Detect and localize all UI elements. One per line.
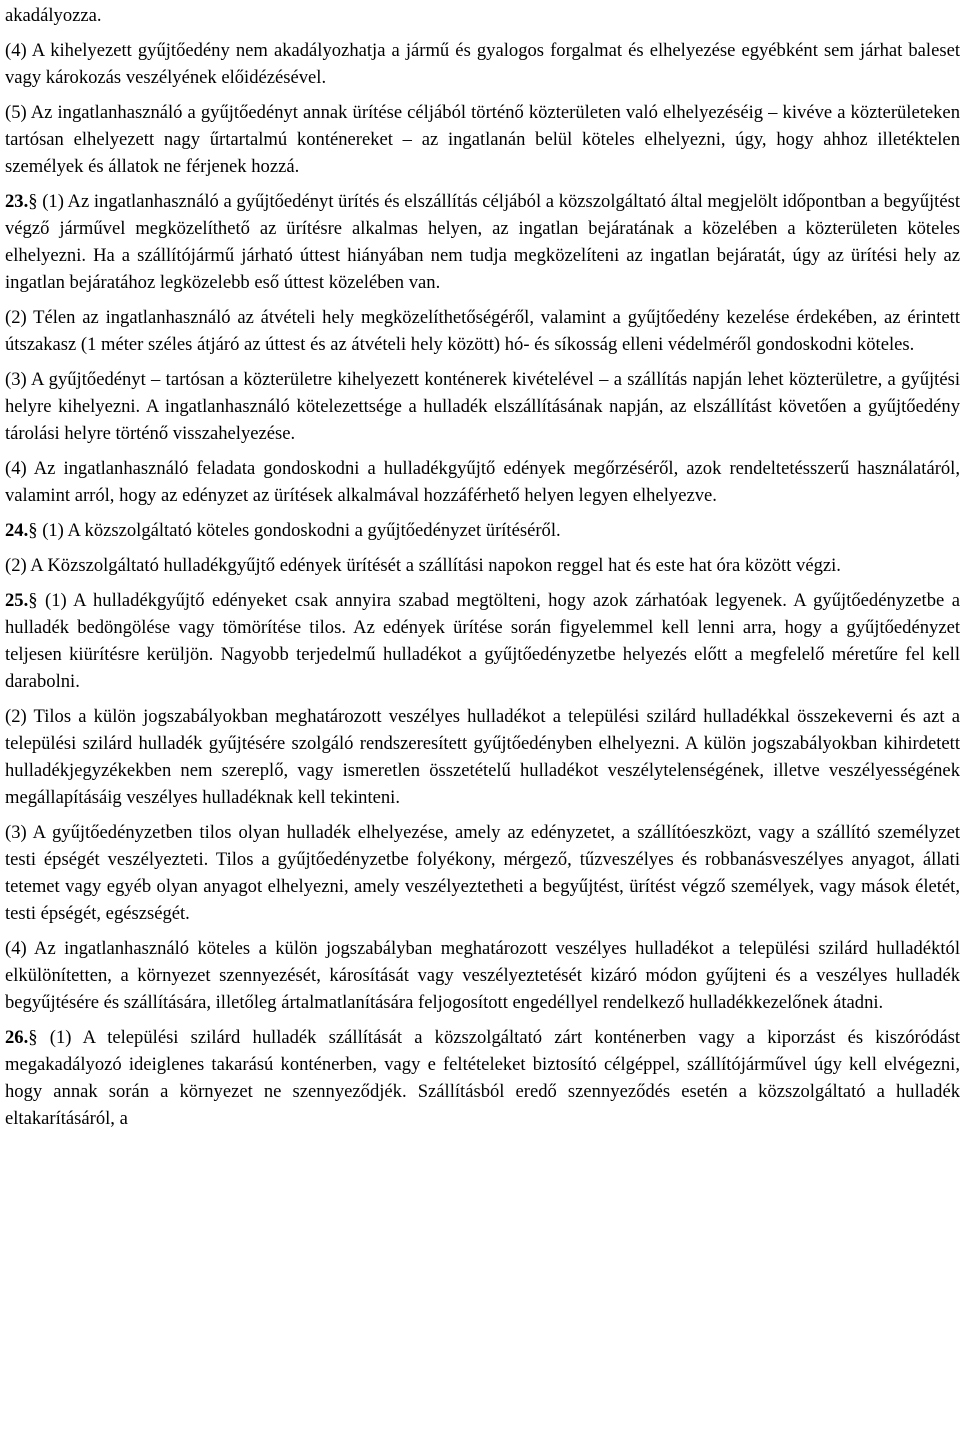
paragraph-text: (4) Az ingatlanhasználó feladata gondoskodni a hulladékgyűjtő edények megőrzéséről, azok rendeltetésszerű használatáról, valamint arról, hogy az edényzet az ürítések alkalmával hozzáférhető helyen legyen elhelyezve. xyxy=(5,458,960,506)
paragraph-text: § (1) Az ingatlanhasználó a gyűjtőedényt ürítés és elszállítás céljából a közszolgáltató által megjelölt időpontban a begyűjtést végző járművel megközelíthető az ürítésre alkalmas helyen, az ingatlan bejáratának a közelében a közterületen köteles elhelyezni. Ha a szállítójármű járható úttest hiányában nem tudja megközelíteni az ingatlan bejáratát, úgy az ürítési hely az ingatlan bejáratához legközelebb eső úttest közelében van. xyxy=(5,191,960,293)
paragraph xyxy=(5,552,960,579)
paragraph-text: (3) A gyűjtőedényzetben tilos olyan hulladék elhelyezése, amely az edényzetet, a szállítóeszközt, vagy a szállító személyzet testi épségét veszélyezteti. Tilos a gyűjtőedényzetbe folyékony, mérgező, tűzveszélyes és robbanásveszélyes anyagot, állati tetemet vagy egyéb olyan anyagot elhelyezni, amely veszélyeztetheti a begyűjtést, ürítést végző személyek, vagy mások életét, testi épségét, egészségét. xyxy=(5,822,960,924)
paragraph xyxy=(5,1024,960,1132)
paragraph xyxy=(5,587,960,695)
paragraph xyxy=(5,819,960,927)
section-number: 24. xyxy=(5,520,29,541)
section-number: 23. xyxy=(5,191,29,212)
paragraph xyxy=(5,37,960,91)
paragraph xyxy=(5,455,960,509)
paragraph-text: § (1) A hulladékgyűjtő edényeket csak annyira szabad megtölteni, hogy azok zárhatóak legyenek. A gyűjtőedényzetbe a hulladék bedöngölése vagy tömörítése tilos. Az edények ürítése során figyelemmel kell lenni arra, hogy a gyűjtőedényzet teljesen kiürítésre kerüljön. Nagyobb terjedelmű hulladékot a gyűjtőedényzetbe helyezés előtt a megfelelő méretűre fel kell darabolni. xyxy=(5,590,960,692)
paragraph-text: (2) Tilos a külön jogszabályokban meghatározott veszélyes hulladékot a települési szilárd hulladékkal összekeverni és azt a települési szilárd hulladék gyűjtésére szolgáló rendszeresített gyűjtőedényben elhelyezni. A külön jogszabályokban kihirdetett hulladékjegyzékekben nem szereplő, vagy ismeretlen összetételű hulladékot veszélytelenségének, illetve veszélyességének megállapításáig veszélyes hulladéknak kell tekinteni. xyxy=(5,706,960,808)
section-number: 25. xyxy=(5,590,29,611)
paragraph-text: (4) A kihelyezett gyűjtőedény nem akadályozhatja a jármű és gyalogos forgalmat és elhelyezése egyébként sem járhat baleset vagy károkozás veszélyének előidézésével. xyxy=(5,40,960,88)
section-number: 26. xyxy=(5,1027,29,1048)
paragraph-text: (2) A Közszolgáltató hulladékgyűjtő edények ürítését a szállítási napokon reggel hat és este hat óra között végzi. xyxy=(5,555,841,576)
paragraph xyxy=(5,2,960,29)
paragraph xyxy=(5,99,960,180)
paragraph xyxy=(5,935,960,1016)
paragraph xyxy=(5,517,960,544)
paragraph xyxy=(5,188,960,296)
paragraph xyxy=(5,703,960,811)
paragraph-text: (5) Az ingatlanhasználó a gyűjtőedényt annak ürítése céljából történő közterületen való elhelyezéséig – kivéve a közterületeken tartósan elhelyezett nagy űrtartalmú konténereket – az ingatlanán belül köteles elhelyezni, úgy, hogy ahhoz illetéktelen személyek és állatok ne férjenek hozzá. xyxy=(5,102,960,177)
paragraph xyxy=(5,366,960,447)
paragraph-text: akadályozza. xyxy=(5,5,102,26)
paragraph-text: (2) Télen az ingatlanhasználó az átvételi hely megközelíthetőségéről, valamint a gyűjtőedény kezelése érdekében, az érintett útszakasz (1 méter széles átjáró az úttest és az átvételi hely között) hó- és síkosság elleni védelméről gondoskodni köteles. xyxy=(5,307,960,355)
paragraph-text: (4) Az ingatlanhasználó köteles a külön jogszabályban meghatározott veszélyes hulladékot a települési szilárd hulladéktól elkülönítetten, a környezet szennyezését, károsítását vagy veszélyeztetését kizáró módon gyűjteni és a veszélyes hulladék begyűjtésére és szállítására, illetőleg ártalmatlanítására feljogosított engedéllyel rendelkező hulladékkezelőnek átadni. xyxy=(5,938,960,1013)
paragraph-text: § (1) A települési szilárd hulladék szállítását a közszolgáltató zárt konténerben vagy a kiporzást és kiszóródást megakadályozó ideiglenes takarású konténerben, vagy e feltételeket biztosító célgéppel, szállítójárművel úgy kell elvégezni, hogy annak során a környezet ne szennyeződjék. Szállításból eredő szennyeződés esetén a közszolgáltató a hulladék eltakarításáról, a xyxy=(5,1027,960,1129)
paragraph xyxy=(5,304,960,358)
paragraph-text: § (1) A közszolgáltató köteles gondoskodni a gyűjtőedényzet ürítéséről. xyxy=(28,520,561,541)
paragraph-text: (3) A gyűjtőedényt – tartósan a közterületre kihelyezett konténerek kivételével – a szállítás napján lehet közterületre, a gyűjtési helyre kihelyezni. A ingatlanhasználó kötelezettsége a hulladék elszállításának napján, az elszállítást követően a gyűjtőedény tárolási helyre történő visszahelyezése. xyxy=(5,369,960,444)
